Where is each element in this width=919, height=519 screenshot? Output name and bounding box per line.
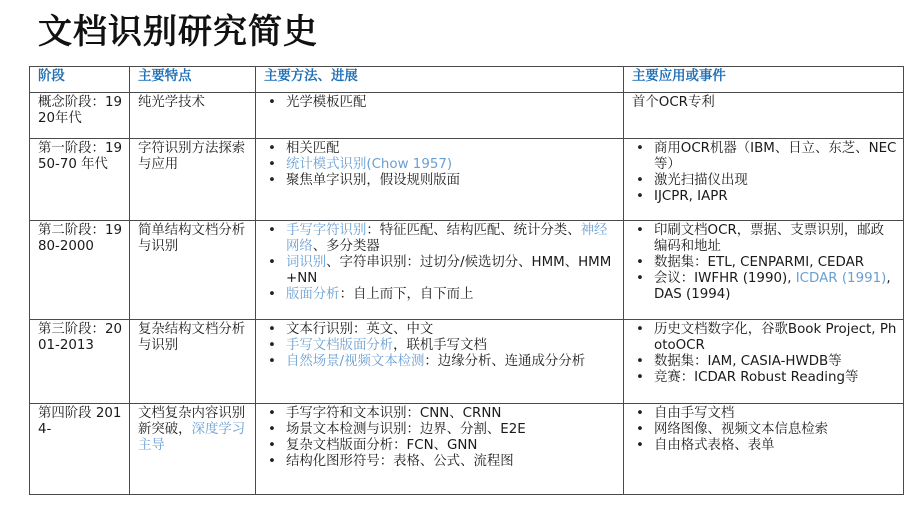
event-item xyxy=(632,141,897,173)
feature-cell xyxy=(130,221,256,320)
event-text: , DAS (1994) xyxy=(654,271,891,302)
method-text: 手写字符和文本识别：CNN、CRNN xyxy=(286,406,502,421)
method-item xyxy=(264,223,617,255)
feature-text: 简单结构文档分析与识别 xyxy=(138,223,246,254)
event-text-highlight: ICDAR (1991) xyxy=(795,271,887,286)
method-text: 复杂文档版面分析：FCN、GNN xyxy=(286,438,478,453)
method-item xyxy=(264,422,617,438)
event-item xyxy=(632,438,897,454)
method-text-highlight: 神经网络 xyxy=(286,223,608,254)
event-item xyxy=(632,422,897,438)
event-text: 会议：IWFHR (1990), xyxy=(654,271,796,286)
table-row xyxy=(30,93,904,139)
method-item xyxy=(264,322,617,338)
header-events: 主要应用或事件 xyxy=(624,67,904,93)
event-text: 商用OCR机器（IBM、日立、东芝、NEC等） xyxy=(654,141,897,172)
event-list xyxy=(632,223,897,303)
stage-cell: 第一阶段：1950-70 年代 xyxy=(30,139,130,221)
method-item xyxy=(264,338,617,354)
history-table xyxy=(29,66,904,495)
method-text-highlight: 词识别 xyxy=(286,255,327,270)
event-text: 激光扫描仪出现 xyxy=(654,173,748,188)
method-item xyxy=(264,287,617,303)
method-text: ：特征匹配、结构匹配、统计分类、 xyxy=(366,223,581,238)
event-list xyxy=(632,322,897,386)
event-item xyxy=(632,173,897,189)
method-text-highlight: 手写文档版面分析 xyxy=(286,338,394,353)
event-text: 网络图像、视频文本信息检索 xyxy=(654,422,829,437)
event-item xyxy=(632,189,897,205)
event-item xyxy=(632,255,897,271)
event-text: 历史文档数字化，谷歌Book Project, PhotoOCR xyxy=(654,322,897,353)
event-list xyxy=(632,406,897,454)
event-item xyxy=(632,354,897,370)
page-title: 文档识别研究简史 xyxy=(38,12,318,52)
method-text: ：自上而下，自下而上 xyxy=(339,287,474,302)
method-text: 聚焦单字识别，假设规则版面 xyxy=(286,173,461,188)
event-text: 自由手写文档 xyxy=(654,406,735,421)
method-item xyxy=(264,141,617,157)
method-text: 光学模板匹配 xyxy=(286,95,367,110)
feature-text-highlight: 深度学习主导 xyxy=(138,422,246,453)
event-item xyxy=(632,322,897,354)
event-text: 数据集：ETL, CENPARMI, CEDAR xyxy=(654,255,865,270)
event-text: 数据集：IAM, CASIA-HWDB等 xyxy=(654,354,842,369)
method-text-highlight: 统计模式识别(Chow 1957) xyxy=(286,157,453,172)
event-text: IJCPR, IAPR xyxy=(654,189,728,204)
feature-cell xyxy=(130,139,256,221)
table-header-row xyxy=(30,67,904,93)
stage-cell: 第四阶段 2014- xyxy=(30,404,130,495)
method-text-highlight: 版面分析 xyxy=(286,287,340,302)
table-row xyxy=(30,139,904,221)
method-item xyxy=(264,454,617,470)
feature-text: 文档复杂内容识别新突破， xyxy=(138,406,246,437)
table-row xyxy=(30,404,904,495)
method-text: ：边缘分析、连通成分分析 xyxy=(424,354,586,369)
events-cell xyxy=(624,93,904,139)
feature-cell xyxy=(130,93,256,139)
events-cell xyxy=(624,320,904,404)
method-text: 、多分类器 xyxy=(312,239,380,254)
header-stage: 阶段 xyxy=(30,67,130,93)
method-text: 文本行识别：英文、中文 xyxy=(286,322,434,337)
header-feature: 主要特点 xyxy=(130,67,256,93)
feature-text: 纯光学技术 xyxy=(138,95,205,110)
event-item xyxy=(632,370,897,386)
event-item xyxy=(632,223,897,255)
event-item xyxy=(632,271,897,303)
event-text: 首个OCR专利 xyxy=(632,95,715,110)
method-text: 场景文本检测与识别：边界、分割、E2E xyxy=(286,422,526,437)
feature-text: 复杂结构文档分析与识别 xyxy=(138,322,246,353)
method-text: 相关匹配 xyxy=(286,141,340,156)
stage-cell: 概念阶段：1920年代 xyxy=(30,93,130,139)
table-row xyxy=(30,221,904,320)
table-row xyxy=(30,320,904,404)
stage-cell: 第三阶段：2001-2013 xyxy=(30,320,130,404)
event-text: 竞赛：ICDAR Robust Reading等 xyxy=(654,370,859,385)
method-list xyxy=(264,141,617,189)
methods-cell xyxy=(256,221,624,320)
method-list xyxy=(264,406,617,470)
stage-cell: 第二阶段：1980-2000 xyxy=(30,221,130,320)
methods-cell xyxy=(256,139,624,221)
method-item xyxy=(264,173,617,189)
feature-text: 字符识别方法探索与应用 xyxy=(138,141,246,172)
method-item xyxy=(264,406,617,422)
method-item xyxy=(264,157,617,173)
method-list xyxy=(264,223,617,303)
method-item xyxy=(264,255,617,287)
feature-cell xyxy=(130,320,256,404)
methods-cell xyxy=(256,93,624,139)
header-methods: 主要方法、进展 xyxy=(256,67,624,93)
method-text: ，联机手写文档 xyxy=(393,338,487,353)
method-list xyxy=(264,322,617,370)
methods-cell xyxy=(256,404,624,495)
events-cell xyxy=(624,404,904,495)
method-text-highlight: 自然场景/视频文本检测 xyxy=(286,354,425,369)
method-text-highlight: 手写字符识别 xyxy=(286,223,367,238)
events-cell xyxy=(624,221,904,320)
method-item xyxy=(264,354,617,370)
event-text: 自由格式表格、表单 xyxy=(654,438,775,453)
table-body xyxy=(30,93,904,495)
event-list xyxy=(632,141,897,205)
method-item xyxy=(264,438,617,454)
feature-cell xyxy=(130,404,256,495)
events-cell xyxy=(624,139,904,221)
method-item xyxy=(264,95,617,111)
method-text: 、字符串识别：过切分/候选切分、HMM、HMM+NN xyxy=(286,255,612,286)
event-text: 印刷文档OCR，票据、支票识别，邮政编码和地址 xyxy=(654,223,885,254)
method-text: 结构化图形符号：表格、公式、流程图 xyxy=(286,454,514,469)
method-list xyxy=(264,95,617,111)
event-item xyxy=(632,406,897,422)
methods-cell xyxy=(256,320,624,404)
